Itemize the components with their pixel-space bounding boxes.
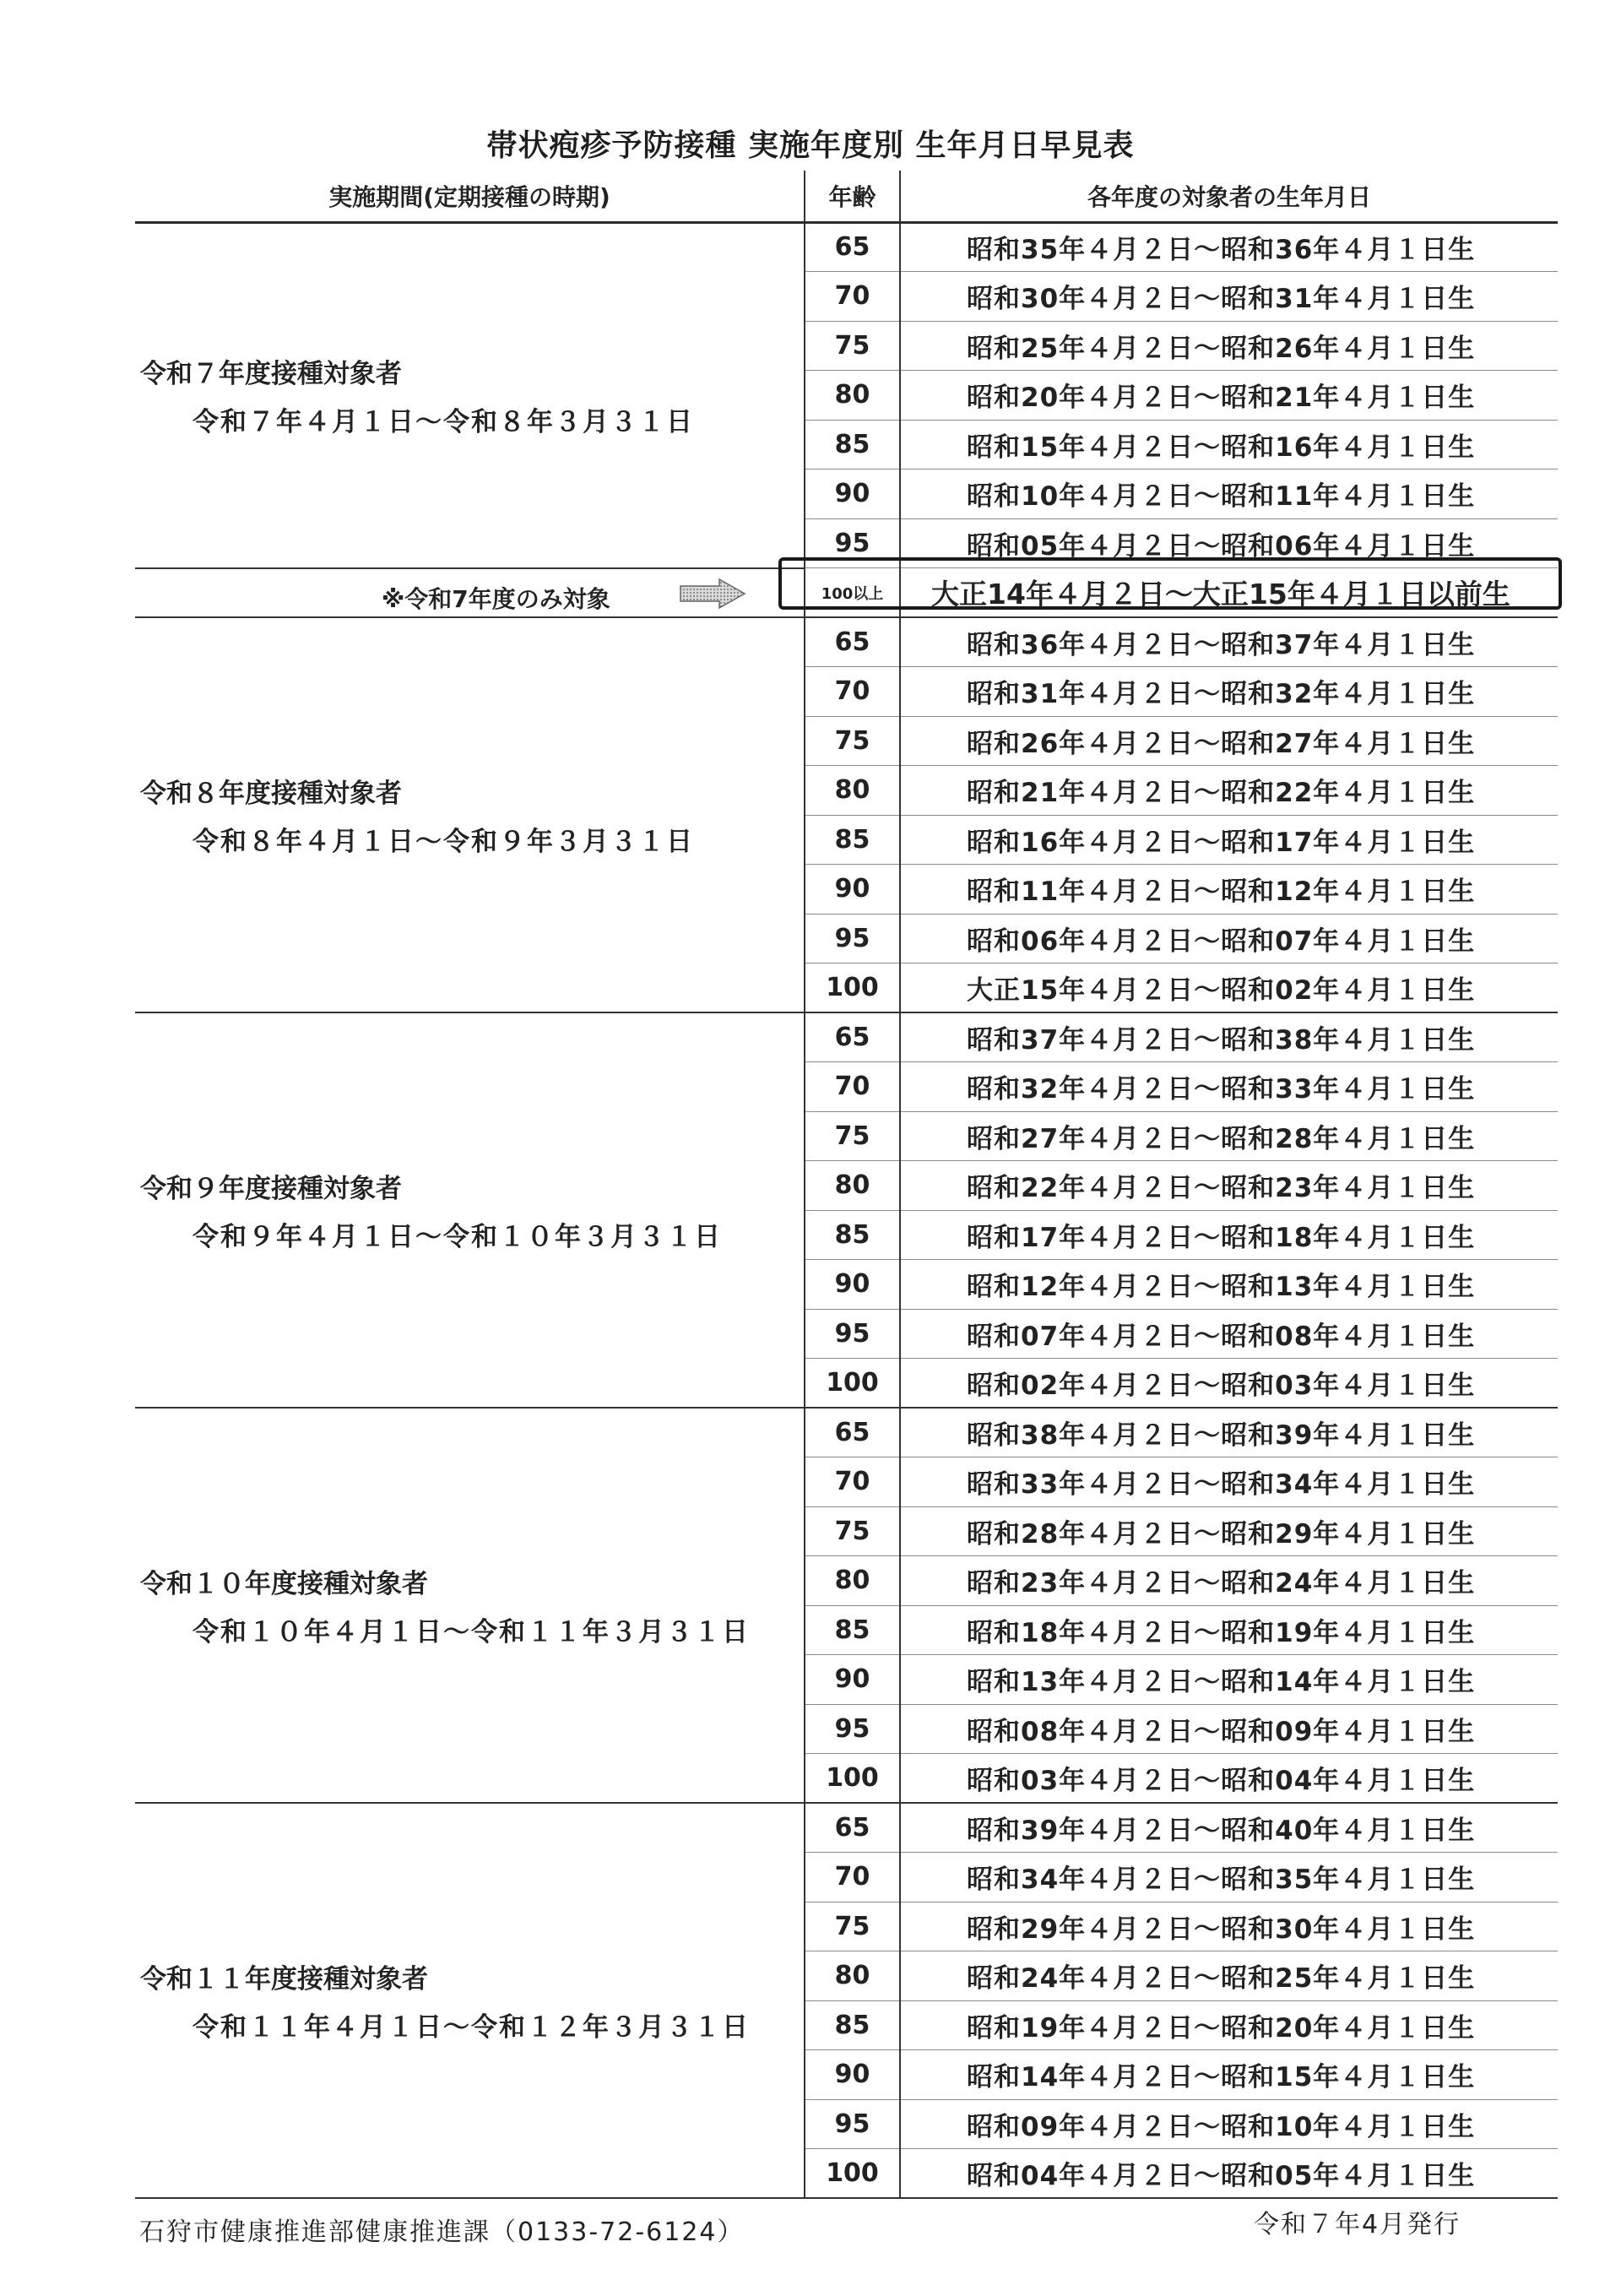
age-cell: 70 xyxy=(805,1853,900,1902)
table-row xyxy=(135,1803,1558,1853)
age-cell: 80 xyxy=(805,1556,900,1606)
birthdate-range-cell: 昭和35年４月２日～昭和36年４月１日生 xyxy=(900,222,1558,272)
period-title: 令和１１年度接種対象者 xyxy=(140,1964,428,1995)
period-cell xyxy=(135,1408,805,1803)
table-row xyxy=(135,1408,1558,1457)
age-cell: 85 xyxy=(805,1210,900,1260)
birthdate-range-cell: 昭和27年４月２日～昭和28年４月１日生 xyxy=(900,1111,1558,1161)
age-cell: 65 xyxy=(805,617,900,667)
birthdate-range-cell: 昭和02年４月２日～昭和03年４月１日生 xyxy=(900,1359,1558,1409)
period-cell xyxy=(135,1012,805,1408)
birthdate-range-cell: 昭和21年４月２日～昭和22年４月１日生 xyxy=(900,766,1558,816)
age-cell: 70 xyxy=(805,1062,900,1112)
birthdate-range-cell: 昭和12年４月２日～昭和13年４月１日生 xyxy=(900,1260,1558,1310)
age-cell: 75 xyxy=(805,1111,900,1161)
birthdate-range-cell: 昭和10年４月２日～昭和11年４月１日生 xyxy=(900,470,1558,519)
birthdate-range-cell: 昭和36年４月２日～昭和37年４月１日生 xyxy=(900,617,1558,667)
period-title: 令和７年度接種対象者 xyxy=(140,359,402,389)
birthdate-range-cell: 昭和09年４月２日～昭和10年４月１日生 xyxy=(900,2099,1558,2149)
age-cell: 65 xyxy=(805,1012,900,1062)
period-range: 令和７年４月１日～令和８年３月３１日 xyxy=(192,407,694,437)
age-cell: 75 xyxy=(805,1902,900,1951)
birthdate-range-cell: 昭和18年４月２日～昭和19年４月１日生 xyxy=(900,1605,1558,1655)
period-title: 令和１０年度接種対象者 xyxy=(140,1569,428,1599)
header-period: 実施期間(定期接種の時期) xyxy=(135,171,805,222)
age-cell: 95 xyxy=(805,2099,900,2149)
age-cell: 95 xyxy=(805,914,900,963)
period-cell xyxy=(135,222,805,568)
age-cell: 80 xyxy=(805,1161,900,1211)
birthdate-range-cell: 昭和07年４月２日～昭和08年４月１日生 xyxy=(900,1309,1558,1359)
birthdate-range-cell: 昭和11年４月２日～昭和12年４月１日生 xyxy=(900,865,1558,915)
age-cell: 100 xyxy=(805,1359,900,1409)
birthdate-range-cell: 昭和16年４月２日～昭和17年４月１日生 xyxy=(900,815,1558,865)
age-cell: 85 xyxy=(805,815,900,865)
birthdate-range-cell: 昭和37年４月２日～昭和38年４月１日生 xyxy=(900,1012,1558,1062)
period-range: 令和８年４月１日～令和９年３月３１日 xyxy=(192,827,694,857)
age-cell: 90 xyxy=(805,2050,900,2100)
birthdate-range-cell: 大正15年４月２日～昭和02年４月１日生 xyxy=(900,963,1558,1013)
period-range: 令和９年４月１日～令和１０年３月３１日 xyxy=(192,1222,722,1252)
birthdate-range-cell: 昭和03年４月２日～昭和04年４月１日生 xyxy=(900,1754,1558,1804)
highlight-frame xyxy=(778,557,1562,610)
age-cell: 70 xyxy=(805,272,900,322)
age-cell: 85 xyxy=(805,2000,900,2050)
age-cell: 90 xyxy=(805,470,900,519)
special-birthdate-cell: 大正14年４月２日～大正15年４月１日以前生 xyxy=(900,568,1558,618)
age-cell: 100 xyxy=(805,2149,900,2199)
birthdate-range-cell: 昭和31年４月２日～昭和32年４月１日生 xyxy=(900,667,1558,717)
birthdate-range-cell: 昭和15年４月２日～昭和16年４月１日生 xyxy=(900,420,1558,470)
special-age-cell: 100以上 xyxy=(805,568,900,618)
age-cell: 80 xyxy=(805,371,900,421)
period-cell xyxy=(135,1803,805,2198)
birthdate-lookup-table xyxy=(135,171,1558,2199)
header-age: 年齢 xyxy=(805,171,900,222)
table-row xyxy=(135,222,1558,272)
special-note-cell xyxy=(135,568,805,618)
birthdate-range-cell: 昭和06年４月２日～昭和07年４月１日生 xyxy=(900,914,1558,963)
right-arrow-icon xyxy=(679,578,746,610)
age-cell: 70 xyxy=(805,1457,900,1507)
table-header-row xyxy=(135,171,1558,222)
age-cell: 100 xyxy=(805,963,900,1013)
birthdate-range-cell: 昭和28年４月２日～昭和29年４月１日生 xyxy=(900,1506,1558,1556)
birthdate-range-cell: 昭和33年４月２日～昭和34年４月１日生 xyxy=(900,1457,1558,1507)
age-cell: 65 xyxy=(805,1408,900,1457)
birthdate-range-cell: 昭和05年４月２日～昭和06年４月１日生 xyxy=(900,518,1558,568)
age-cell: 75 xyxy=(805,1506,900,1556)
age-cell: 90 xyxy=(805,865,900,915)
birthdate-range-cell: 昭和38年４月２日～昭和39年４月１日生 xyxy=(900,1408,1558,1457)
age-cell: 90 xyxy=(805,1260,900,1310)
birthdate-range-cell: 昭和32年４月２日～昭和33年４月１日生 xyxy=(900,1062,1558,1112)
age-cell: 70 xyxy=(805,667,900,717)
age-cell: 85 xyxy=(805,420,900,470)
birthdate-range-cell: 昭和13年４月２日～昭和14年４月１日生 xyxy=(900,1655,1558,1705)
header-dob: 各年度の対象者の生年月日 xyxy=(900,171,1558,222)
footer-contact: 石狩市健康推進部健康推進課（0133-72-6124） xyxy=(139,2217,745,2247)
birthdate-range-cell: 昭和22年４月２日～昭和23年４月１日生 xyxy=(900,1161,1558,1211)
age-cell: 100 xyxy=(805,1754,900,1804)
birthdate-range-cell: 昭和24年４月２日～昭和25年４月１日生 xyxy=(900,1951,1558,2001)
birthdate-range-cell: 昭和30年４月２日～昭和31年４月１日生 xyxy=(900,272,1558,322)
age-cell: 65 xyxy=(805,222,900,272)
birthdate-range-cell: 昭和25年４月２日～昭和26年４月１日生 xyxy=(900,321,1558,371)
birthdate-range-cell: 昭和17年４月２日～昭和18年４月１日生 xyxy=(900,1210,1558,1260)
birthdate-range-cell: 昭和20年４月２日～昭和21年４月１日生 xyxy=(900,371,1558,421)
table-row xyxy=(135,1012,1558,1062)
period-range: 令和１１年４月１日～令和１２年３月３１日 xyxy=(192,2012,750,2043)
birthdate-range-cell: 昭和08年４月２日～昭和09年４月１日生 xyxy=(900,1704,1558,1754)
birthdate-range-cell: 昭和04年４月２日～昭和05年４月１日生 xyxy=(900,2149,1558,2199)
age-cell: 95 xyxy=(805,518,900,568)
birthdate-range-cell: 昭和39年４月２日～昭和40年４月１日生 xyxy=(900,1803,1558,1853)
table-body xyxy=(135,222,1558,2198)
age-cell: 75 xyxy=(805,321,900,371)
age-cell: 90 xyxy=(805,1655,900,1705)
age-cell: 65 xyxy=(805,1803,900,1853)
age-cell: 85 xyxy=(805,1605,900,1655)
birthdate-range-cell: 昭和34年４月２日～昭和35年４月１日生 xyxy=(900,1853,1558,1902)
birthdate-range-cell: 昭和19年４月２日～昭和20年４月１日生 xyxy=(900,2000,1558,2050)
period-cell xyxy=(135,617,805,1012)
age-cell: 80 xyxy=(805,1951,900,2001)
age-cell: 95 xyxy=(805,1704,900,1754)
birthdate-range-cell: 昭和23年４月２日～昭和24年４月１日生 xyxy=(900,1556,1558,1606)
table-row xyxy=(135,617,1558,667)
birthdate-range-cell: 昭和29年４月２日～昭和30年４月１日生 xyxy=(900,1902,1558,1951)
period-range: 令和１０年４月１日～令和１１年３月３１日 xyxy=(192,1617,750,1647)
special-note: ※令和7年度のみ対象 xyxy=(382,584,610,613)
age-cell: 80 xyxy=(805,766,900,816)
footer-issued-date: 令和７年4月発行 xyxy=(1254,2210,1461,2239)
period-title: 令和９年度接種対象者 xyxy=(140,1174,402,1204)
age-cell: 95 xyxy=(805,1309,900,1359)
page-title: 帯状疱疹予防接種 実施年度別 生年月日早見表 xyxy=(486,128,1135,163)
period-title: 令和８年度接種対象者 xyxy=(140,779,402,809)
birthdate-range-cell: 昭和26年４月２日～昭和27年４月１日生 xyxy=(900,716,1558,766)
age-cell: 75 xyxy=(805,716,900,766)
birthdate-range-cell: 昭和14年４月２日～昭和15年４月１日生 xyxy=(900,2050,1558,2100)
